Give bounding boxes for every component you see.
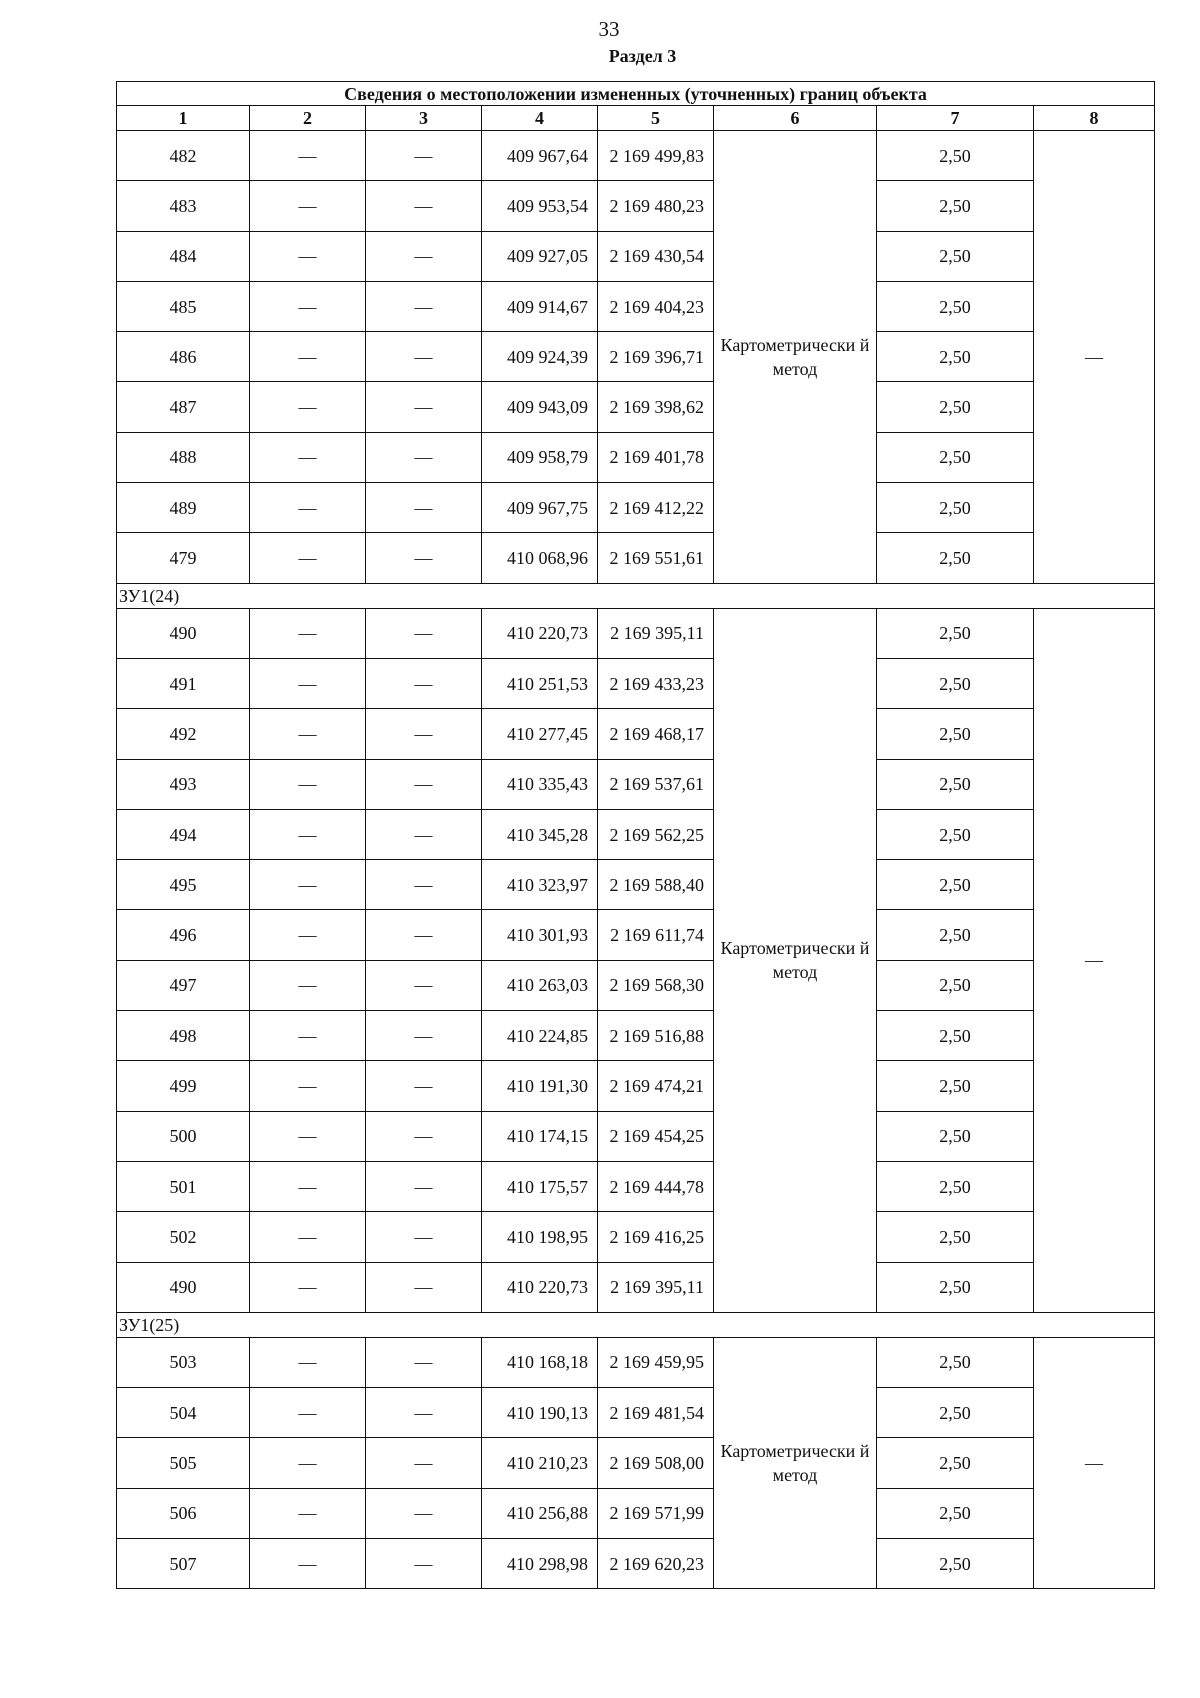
point-number: 490 bbox=[117, 1262, 250, 1312]
column-2-value: — bbox=[250, 1438, 366, 1488]
accuracy-value: 2,50 bbox=[877, 1488, 1034, 1538]
x-coordinate: 410 220,73 bbox=[482, 608, 598, 658]
column-3-value: — bbox=[366, 960, 482, 1010]
x-coordinate: 410 335,43 bbox=[482, 759, 598, 809]
y-coordinate: 2 169 571,99 bbox=[598, 1488, 714, 1538]
column-2-value: — bbox=[250, 281, 366, 331]
y-coordinate: 2 169 430,54 bbox=[598, 231, 714, 281]
page-number: 33 bbox=[598, 17, 620, 41]
y-coordinate: 2 169 398,62 bbox=[598, 382, 714, 432]
y-coordinate: 2 169 454,25 bbox=[598, 1111, 714, 1161]
parcel-label: ЗУ1(24) bbox=[117, 583, 1155, 608]
column-3-value: — bbox=[366, 432, 482, 482]
point-number: 482 bbox=[117, 131, 250, 181]
y-coordinate: 2 169 396,71 bbox=[598, 332, 714, 382]
x-coordinate: 410 298,98 bbox=[482, 1539, 598, 1589]
accuracy-value: 2,50 bbox=[877, 332, 1034, 382]
column-2-value: — bbox=[250, 1111, 366, 1161]
accuracy-value: 2,50 bbox=[877, 533, 1034, 583]
point-number: 487 bbox=[117, 382, 250, 432]
table-row bbox=[117, 1111, 1155, 1161]
table-row bbox=[117, 1438, 1155, 1488]
table-row bbox=[117, 1488, 1155, 1538]
table-row bbox=[117, 432, 1155, 482]
column-3-value: — bbox=[366, 1161, 482, 1211]
parcel-group-row bbox=[117, 1312, 1155, 1337]
y-coordinate: 2 169 562,25 bbox=[598, 809, 714, 859]
column-2-value: — bbox=[250, 1262, 366, 1312]
column-3-value: — bbox=[366, 860, 482, 910]
column-2-value: — bbox=[250, 608, 366, 658]
column-2-value: — bbox=[250, 1061, 366, 1111]
y-coordinate: 2 169 508,00 bbox=[598, 1438, 714, 1488]
accuracy-value: 2,50 bbox=[877, 1161, 1034, 1211]
y-coordinate: 2 169 611,74 bbox=[598, 910, 714, 960]
column-3-value: — bbox=[366, 1011, 482, 1061]
column-3-value: — bbox=[366, 1488, 482, 1538]
table-row bbox=[117, 181, 1155, 231]
table-title: Сведения о местоположении измененных (уточненных) границ объекта bbox=[117, 82, 1155, 106]
point-number: 488 bbox=[117, 432, 250, 482]
x-coordinate: 409 927,05 bbox=[482, 231, 598, 281]
column-3-value: — bbox=[366, 910, 482, 960]
column-3-value: — bbox=[366, 181, 482, 231]
point-number: 504 bbox=[117, 1388, 250, 1438]
point-number: 505 bbox=[117, 1438, 250, 1488]
y-coordinate: 2 169 459,95 bbox=[598, 1337, 714, 1387]
x-coordinate: 409 943,09 bbox=[482, 382, 598, 432]
boundary-coordinates-table bbox=[116, 81, 1155, 1589]
y-coordinate: 2 169 468,17 bbox=[598, 709, 714, 759]
point-number: 493 bbox=[117, 759, 250, 809]
point-number: 506 bbox=[117, 1488, 250, 1538]
table-row bbox=[117, 1161, 1155, 1211]
point-number: 491 bbox=[117, 658, 250, 708]
x-coordinate: 410 251,53 bbox=[482, 658, 598, 708]
table-row bbox=[117, 960, 1155, 1010]
x-coordinate: 410 224,85 bbox=[482, 1011, 598, 1061]
accuracy-value: 2,50 bbox=[877, 1438, 1034, 1488]
table-row bbox=[117, 759, 1155, 809]
y-coordinate: 2 169 537,61 bbox=[598, 759, 714, 809]
accuracy-value: 2,50 bbox=[877, 483, 1034, 533]
column-3-value: — bbox=[366, 1438, 482, 1488]
table-row bbox=[117, 1061, 1155, 1111]
accuracy-value: 2,50 bbox=[877, 1388, 1034, 1438]
table-row bbox=[117, 608, 1155, 658]
column-3-value: — bbox=[366, 1539, 482, 1589]
accuracy-value: 2,50 bbox=[877, 759, 1034, 809]
point-number: 497 bbox=[117, 960, 250, 1010]
table-row bbox=[117, 231, 1155, 281]
table-row bbox=[117, 1337, 1155, 1387]
column-3-value: — bbox=[366, 759, 482, 809]
accuracy-value: 2,50 bbox=[877, 809, 1034, 859]
parcel-label: ЗУ1(25) bbox=[117, 1312, 1155, 1337]
column-2-value: — bbox=[250, 432, 366, 482]
method-cell: Картометрически й метод bbox=[714, 131, 877, 584]
column-2-value: — bbox=[250, 181, 366, 231]
column-3-value: — bbox=[366, 1111, 482, 1161]
column-3-value: — bbox=[366, 231, 482, 281]
column-2-value: — bbox=[250, 759, 366, 809]
table-row bbox=[117, 382, 1155, 432]
table-row bbox=[117, 332, 1155, 382]
column-number: 2 bbox=[250, 106, 366, 131]
column-3-value: — bbox=[366, 332, 482, 382]
accuracy-value: 2,50 bbox=[877, 181, 1034, 231]
method-cell: Картометрически й метод bbox=[714, 608, 877, 1312]
column-3-value: — bbox=[366, 658, 482, 708]
column-2-value: — bbox=[250, 1161, 366, 1211]
column-3-value: — bbox=[366, 131, 482, 181]
point-number: 498 bbox=[117, 1011, 250, 1061]
point-number: 500 bbox=[117, 1111, 250, 1161]
column-2-value: — bbox=[250, 1337, 366, 1387]
column-3-value: — bbox=[366, 533, 482, 583]
column-number: 4 bbox=[482, 106, 598, 131]
accuracy-value: 2,50 bbox=[877, 1539, 1034, 1589]
column-2-value: — bbox=[250, 860, 366, 910]
point-number: 501 bbox=[117, 1161, 250, 1211]
accuracy-value: 2,50 bbox=[877, 281, 1034, 331]
section-title: Раздел 3 bbox=[608, 46, 677, 66]
column-3-value: — bbox=[366, 809, 482, 859]
column-3-value: — bbox=[366, 608, 482, 658]
column-2-value: — bbox=[250, 332, 366, 382]
column-2-value: — bbox=[250, 1539, 366, 1589]
accuracy-value: 2,50 bbox=[877, 231, 1034, 281]
column-number: 8 bbox=[1034, 106, 1155, 131]
accuracy-value: 2,50 bbox=[877, 432, 1034, 482]
accuracy-value: 2,50 bbox=[877, 1262, 1034, 1312]
column-number: 6 bbox=[714, 106, 877, 131]
column-number: 5 bbox=[598, 106, 714, 131]
point-number: 503 bbox=[117, 1337, 250, 1387]
point-number: 507 bbox=[117, 1539, 250, 1589]
x-coordinate: 410 263,03 bbox=[482, 960, 598, 1010]
column-3-value: — bbox=[366, 1061, 482, 1111]
column-2-value: — bbox=[250, 709, 366, 759]
accuracy-value: 2,50 bbox=[877, 709, 1034, 759]
x-coordinate: 410 191,30 bbox=[482, 1061, 598, 1111]
accuracy-value: 2,50 bbox=[877, 131, 1034, 181]
point-number: 486 bbox=[117, 332, 250, 382]
column-3-value: — bbox=[366, 281, 482, 331]
x-coordinate: 410 345,28 bbox=[482, 809, 598, 859]
point-number: 496 bbox=[117, 910, 250, 960]
point-number: 490 bbox=[117, 608, 250, 658]
table-row bbox=[117, 1262, 1155, 1312]
x-coordinate: 409 967,75 bbox=[482, 483, 598, 533]
column-number-row bbox=[117, 106, 1155, 131]
table-row bbox=[117, 1212, 1155, 1262]
point-number: 502 bbox=[117, 1212, 250, 1262]
table-row bbox=[117, 131, 1155, 181]
column-8-value: — bbox=[1034, 131, 1155, 584]
x-coordinate: 410 323,97 bbox=[482, 860, 598, 910]
column-2-value: — bbox=[250, 131, 366, 181]
x-coordinate: 410 198,95 bbox=[482, 1212, 598, 1262]
y-coordinate: 2 169 433,23 bbox=[598, 658, 714, 708]
accuracy-value: 2,50 bbox=[877, 608, 1034, 658]
table-row bbox=[117, 281, 1155, 331]
table-row bbox=[117, 709, 1155, 759]
accuracy-value: 2,50 bbox=[877, 860, 1034, 910]
table-row bbox=[117, 809, 1155, 859]
x-coordinate: 409 958,79 bbox=[482, 432, 598, 482]
y-coordinate: 2 169 404,23 bbox=[598, 281, 714, 331]
point-number: 485 bbox=[117, 281, 250, 331]
column-2-value: — bbox=[250, 1212, 366, 1262]
y-coordinate: 2 169 499,83 bbox=[598, 131, 714, 181]
y-coordinate: 2 169 416,25 bbox=[598, 1212, 714, 1262]
table-row bbox=[117, 1011, 1155, 1061]
y-coordinate: 2 169 401,78 bbox=[598, 432, 714, 482]
table-row bbox=[117, 1539, 1155, 1589]
method-cell: Картометрически й метод bbox=[714, 1337, 877, 1588]
column-number: 3 bbox=[366, 106, 482, 131]
point-number: 484 bbox=[117, 231, 250, 281]
table-row bbox=[117, 658, 1155, 708]
table-row bbox=[117, 483, 1155, 533]
point-number: 492 bbox=[117, 709, 250, 759]
column-8-value: — bbox=[1034, 608, 1155, 1312]
point-number: 479 bbox=[117, 533, 250, 583]
column-2-value: — bbox=[250, 910, 366, 960]
column-2-value: — bbox=[250, 809, 366, 859]
x-coordinate: 410 256,88 bbox=[482, 1488, 598, 1538]
accuracy-value: 2,50 bbox=[877, 1337, 1034, 1387]
table-row bbox=[117, 910, 1155, 960]
x-coordinate: 410 220,73 bbox=[482, 1262, 598, 1312]
x-coordinate: 409 967,64 bbox=[482, 131, 598, 181]
x-coordinate: 409 924,39 bbox=[482, 332, 598, 382]
x-coordinate: 410 174,15 bbox=[482, 1111, 598, 1161]
y-coordinate: 2 169 568,30 bbox=[598, 960, 714, 1010]
column-2-value: — bbox=[250, 960, 366, 1010]
column-3-value: — bbox=[366, 1212, 482, 1262]
column-number: 1 bbox=[117, 106, 250, 131]
x-coordinate: 410 175,57 bbox=[482, 1161, 598, 1211]
accuracy-value: 2,50 bbox=[877, 382, 1034, 432]
accuracy-value: 2,50 bbox=[877, 910, 1034, 960]
accuracy-value: 2,50 bbox=[877, 1011, 1034, 1061]
point-number: 499 bbox=[117, 1061, 250, 1111]
x-coordinate: 410 168,18 bbox=[482, 1337, 598, 1387]
y-coordinate: 2 169 480,23 bbox=[598, 181, 714, 231]
y-coordinate: 2 169 395,11 bbox=[598, 608, 714, 658]
column-3-value: — bbox=[366, 1262, 482, 1312]
accuracy-value: 2,50 bbox=[877, 1111, 1034, 1161]
x-coordinate: 410 277,45 bbox=[482, 709, 598, 759]
column-3-value: — bbox=[366, 1337, 482, 1387]
y-coordinate: 2 169 395,11 bbox=[598, 1262, 714, 1312]
y-coordinate: 2 169 481,54 bbox=[598, 1388, 714, 1438]
parcel-group-row bbox=[117, 583, 1155, 608]
column-2-value: — bbox=[250, 1011, 366, 1061]
y-coordinate: 2 169 620,23 bbox=[598, 1539, 714, 1589]
column-3-value: — bbox=[366, 709, 482, 759]
point-number: 489 bbox=[117, 483, 250, 533]
accuracy-value: 2,50 bbox=[877, 658, 1034, 708]
y-coordinate: 2 169 444,78 bbox=[598, 1161, 714, 1211]
y-coordinate: 2 169 516,88 bbox=[598, 1011, 714, 1061]
column-2-value: — bbox=[250, 658, 366, 708]
table-row bbox=[117, 1388, 1155, 1438]
y-coordinate: 2 169 588,40 bbox=[598, 860, 714, 910]
y-coordinate: 2 169 551,61 bbox=[598, 533, 714, 583]
column-8-value: — bbox=[1034, 1337, 1155, 1588]
column-2-value: — bbox=[250, 231, 366, 281]
accuracy-value: 2,50 bbox=[877, 960, 1034, 1010]
point-number: 494 bbox=[117, 809, 250, 859]
column-2-value: — bbox=[250, 533, 366, 583]
x-coordinate: 410 068,96 bbox=[482, 533, 598, 583]
table-row bbox=[117, 860, 1155, 910]
y-coordinate: 2 169 412,22 bbox=[598, 483, 714, 533]
y-coordinate: 2 169 474,21 bbox=[598, 1061, 714, 1111]
column-2-value: — bbox=[250, 1488, 366, 1538]
point-number: 483 bbox=[117, 181, 250, 231]
accuracy-value: 2,50 bbox=[877, 1061, 1034, 1111]
x-coordinate: 409 953,54 bbox=[482, 181, 598, 231]
table-row bbox=[117, 533, 1155, 583]
x-coordinate: 410 301,93 bbox=[482, 910, 598, 960]
column-number: 7 bbox=[877, 106, 1034, 131]
accuracy-value: 2,50 bbox=[877, 1212, 1034, 1262]
column-2-value: — bbox=[250, 382, 366, 432]
column-2-value: — bbox=[250, 483, 366, 533]
column-2-value: — bbox=[250, 1388, 366, 1438]
point-number: 495 bbox=[117, 860, 250, 910]
x-coordinate: 409 914,67 bbox=[482, 281, 598, 331]
column-3-value: — bbox=[366, 382, 482, 432]
column-3-value: — bbox=[366, 1388, 482, 1438]
x-coordinate: 410 210,23 bbox=[482, 1438, 598, 1488]
x-coordinate: 410 190,13 bbox=[482, 1388, 598, 1438]
column-3-value: — bbox=[366, 483, 482, 533]
